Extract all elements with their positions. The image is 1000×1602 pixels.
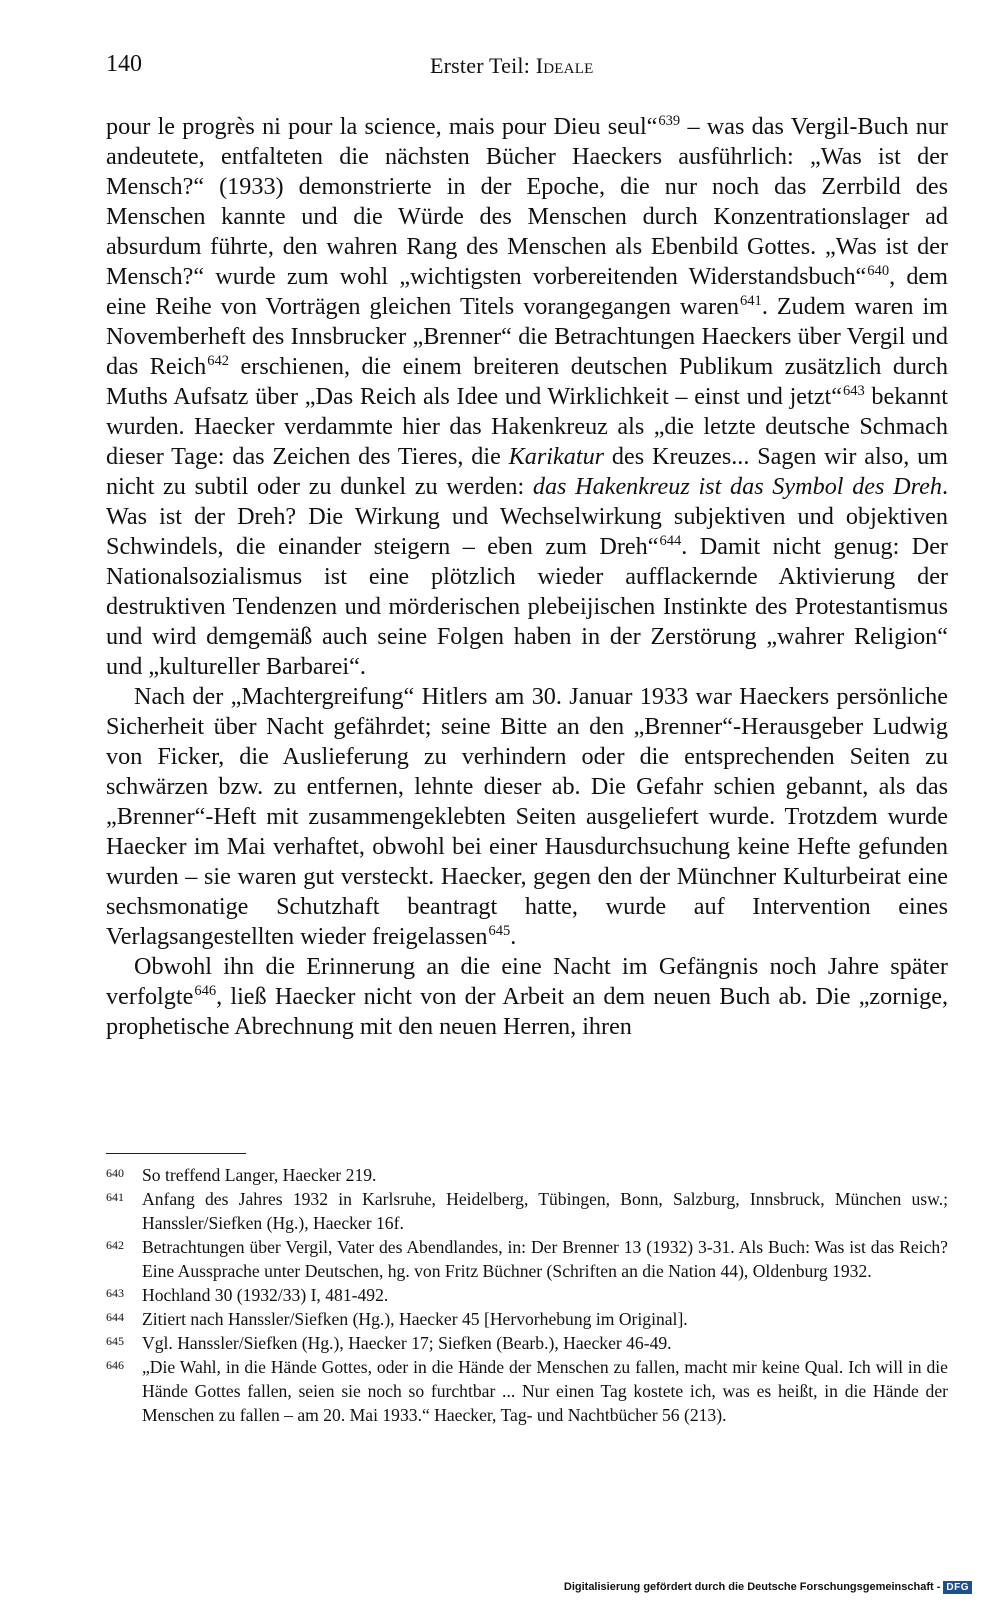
text-run: , ließ Haecker nicht von der Arbeit an dem neuen Buch ab. Die „zornige, prophetische Abrechnung mit den neuen Herren, ihren [106,983,948,1040]
footnote-text: Anfang des Jahres 1932 in Karlsruhe, Heidelberg, Tübingen, Bonn, Salzburg, Innsbruck, München usw.; Hanssler/Siefken (Hg.), Haecker 16f. [142,1189,948,1233]
text-run: erschienen, die einem breiteren deutschen Publikum zusätzlich durch Muths Aufsatz über „Das Reich als Idee und Wirklichkeit – einst und jetzt“ [106,353,948,410]
footnote-642 [106,1235,948,1283]
footnotes [106,1163,948,1427]
footnote-ref-644[interactable]: 644 [659,533,682,549]
main-text [106,112,948,1042]
footnote-number: 641 [106,1190,124,1204]
emphasis: das Hakenkreuz ist das Symbol des Dreh [532,473,942,500]
footnote-text: Vgl. Hanssler/Siefken (Hg.), Haecker 17; Siefken (Bearb.), Haecker 46-49. [142,1333,672,1353]
footnote-ref-639[interactable]: 639 [658,113,681,129]
footnote-ref-641[interactable]: 641 [740,293,762,309]
footnote-644 [106,1307,948,1331]
text-run: , dem eine Reihe von Vorträgen gleichen Titels vorangegangen waren [106,263,948,320]
text-run: des Kreuzes... Sagen wir also, um nicht zu subtil oder zu dunkel zu werden: [106,443,948,500]
text-run: pour le progrès ni pour la science, mais pour Dieu seul“ [106,113,658,140]
footnote-ref-642[interactable]: 642 [207,353,229,369]
text-run: . Damit nicht genug: Der Nationalsozialismus ist eine plötzlich wieder aufflackernde Aktivierung der destruktiven Tendenzen und mörderischen plebeijischen Instinkte des Protestantismus und wird demgemäß auch seine Folgen haben in der Zerstörung „wahrer Religion“ und „kultureller Barbarei“. [106,533,948,680]
footnote-number: 645 [106,1334,124,1348]
text-run: . Zudem waren im Novemberheft des Innsbrucker „Brenner“ die Betrachtungen Haeckers über Vergil und das Reich [106,293,948,380]
footnote-number: 643 [106,1286,124,1300]
footnote-641 [106,1187,948,1235]
footnote-number: 642 [106,1238,124,1252]
footnote-number: 646 [106,1358,124,1372]
footnote-ref-640[interactable]: 640 [867,263,890,279]
footnote-646 [106,1355,948,1427]
footnote-text: Hochland 30 (1932/33) I, 481-492. [142,1285,389,1305]
running-head-prefix: Erster Teil: [430,53,536,78]
footnote-643 [106,1283,948,1307]
footnote-ref-645[interactable]: 645 [488,923,511,939]
footnote-text: So treffend Langer, Haecker 219. [142,1165,377,1185]
footnote-text: „Die Wahl, in die Hände Gottes, oder in die Hände der Menschen zu fallen, macht mir keine Qual. Ich will in die Hände Gottes fallen, seien sie noch so furchtbar ... Nur einen Tag kostete ich, was es heißt, in die Hände der Menschen zu fallen – am 20. Mai 1933.“ Haecker, Tag- und Nachtbücher 56 (213). [142,1357,948,1425]
paragraph [106,682,948,952]
footnote-ref-643[interactable]: 643 [842,383,865,399]
text-run: bekannt wurden. Haecker verdammte hier das Hakenkreuz als „die letzte deutsche Schmach dieser Tage: das Zeichen des Tieres, die [106,383,948,470]
footnote-640 [106,1163,948,1187]
text-run: Obwohl ihn die Erinnerung an die eine Nacht im Gefängnis noch Jahre später verfolgte [106,953,948,1010]
running-head [430,52,593,80]
page-number: 140 [106,51,142,77]
paragraph [106,952,948,1042]
paragraph [106,112,948,682]
footnote-number: 640 [106,1166,124,1180]
footnote-text: Zitiert nach Hanssler/Siefken (Hg.), Haecker 45 [Hervorhebung im Original]. [142,1309,688,1329]
dfg-logo[interactable]: DFG [943,1581,972,1594]
footnote-rule [106,1153,246,1154]
footnote-number: 644 [106,1310,124,1324]
text-run: – was das Vergil-Buch nur andeutete, entfalteten die nächsten Bücher Haeckers ausführlich: „Was ist der Mensch?“ (1933) demonstrierte in der Epoche, die nur noch das Zerrbild des Menschen kannte und die Würde des Menschen durch Konzentrationslager ad absurdum führte, den wahren Rang des Menschen als Ebenbild Gottes. „Was ist der Mensch?“ wurde zum wohl „wichtigsten vorbereitenden Widerstandsbuch“ [106,113,948,290]
text-run: . Was ist der Dreh? Die Wirkung und Wechselwirkung subjektiven und objektiven Schwindels, die einander steigern – eben zum Dreh“ [106,473,948,560]
text-run: Nach der „Machtergreifung“ Hitlers am 30. Januar 1933 war Haeckers persönliche Sicherheit über Nacht gefährdet; seine Bitte an den „Brenner“-Herausgeber Ludwig von Ficker, die Auslieferung zu verhindern oder die entsprechenden Seiten zu schwärzen bzw. zu entfernen, lehnte dieser ab. Die Gefahr schien gebannt, als das „Brenner“-Heft mit zusammengeklebten Seiten ausgeliefert wurde. Trotzdem wurde Haecker im Mai verhaftet, obwohl bei einer Hausdurchsuchung keine Hefte gefunden wurden – sie waren gut versteckt. Haecker, gegen den der Münchner Kulturbeirat eine sechsmonatige Schutzhaft beantragt hatte, wurde auf Intervention eines Verlagsangestellten wieder freigelassen [106,683,948,950]
funding-credit [564,1580,972,1594]
footnote-text: Betrachtungen über Vergil, Vater des Abendlandes, in: Der Brenner 13 (1932) 3-31. Als Buch: Was ist das Reich? Eine Aussprache unter Deutschen, hg. von Fritz Büchner (Schriften an die Nation 44), Oldenburg 1932. [142,1237,948,1281]
emphasis: Karikatur [508,443,605,470]
funding-credit-text: Digitalisierung gefördert durch die Deutsche Forschungsgemeinschaft - [563,1581,941,1593]
footnote-ref-646[interactable]: 646 [194,983,217,999]
footnote-645 [106,1331,948,1355]
text-run: . [510,923,517,950]
running-head-section: Ideale [535,53,594,78]
